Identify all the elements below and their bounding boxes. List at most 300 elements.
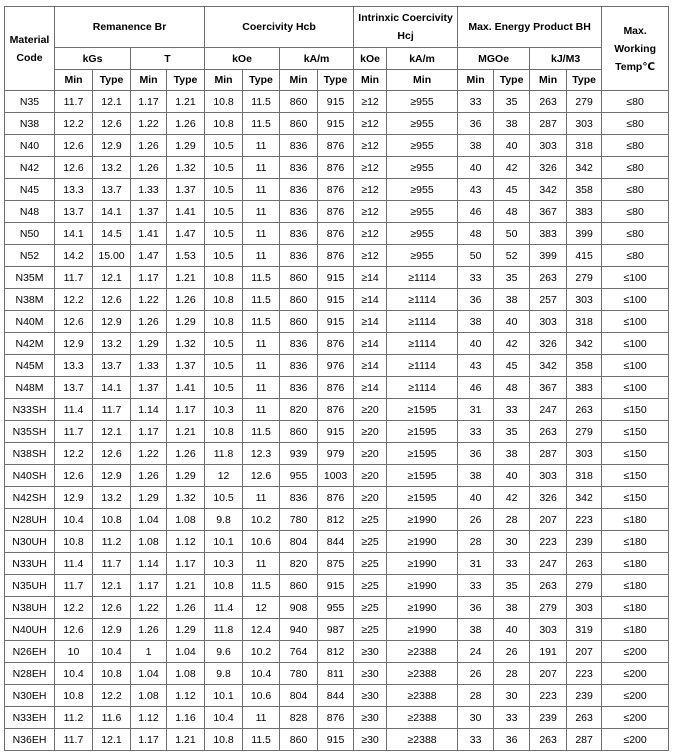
table-cell: ≥25 [354, 619, 387, 641]
table-cell: 9.8 [205, 663, 243, 685]
table-cell: ≤100 [602, 355, 669, 377]
table-cell: 1.08 [167, 663, 205, 685]
table-cell: 10.5 [205, 377, 243, 399]
table-cell: 13.7 [55, 201, 93, 223]
table-cell: 1.21 [167, 575, 205, 597]
table-cell: 14.2 [55, 245, 93, 267]
table-cell: 836 [280, 157, 318, 179]
table-cell: 11.7 [55, 267, 93, 289]
table-cell: ≥25 [354, 509, 387, 531]
table-cell: 31 [458, 553, 494, 575]
table-cell: ≤100 [602, 377, 669, 399]
table-cell: 11.2 [55, 707, 93, 729]
table-cell: 12.1 [93, 421, 131, 443]
table-cell: 263 [530, 575, 567, 597]
magnet-grade-table [4, 6, 669, 751]
table-cell: ≥14 [354, 355, 387, 377]
table-cell: 875 [318, 553, 354, 575]
table-cell: 12.1 [93, 267, 131, 289]
table-cell: 10.8 [93, 509, 131, 531]
table-cell: 836 [280, 487, 318, 509]
table-cell: ≥12 [354, 223, 387, 245]
table-cell: 303 [530, 465, 567, 487]
table-cell: 780 [280, 509, 318, 531]
material-code-cell: N45 [5, 179, 55, 201]
sub-header: Min [458, 70, 494, 91]
table-row [5, 553, 669, 575]
table-cell: 11 [243, 245, 280, 267]
table-cell: 915 [318, 289, 354, 311]
table-cell: ≤180 [602, 597, 669, 619]
table-cell: 11 [243, 157, 280, 179]
table-cell: 26 [494, 641, 530, 663]
table-cell: 42 [494, 157, 530, 179]
table-cell: 40 [458, 333, 494, 355]
material-code-cell: N35SH [5, 421, 55, 443]
table-cell: 860 [280, 113, 318, 135]
table-cell: 915 [318, 91, 354, 113]
table-cell: 11 [243, 201, 280, 223]
table-cell: 1.04 [131, 663, 167, 685]
table-cell: 43 [458, 179, 494, 201]
table-cell: 10.1 [205, 531, 243, 553]
table-cell: 33 [458, 575, 494, 597]
table-row [5, 707, 669, 729]
table-cell: ≥14 [354, 333, 387, 355]
table-cell: 955 [280, 465, 318, 487]
table-cell: 1.12 [167, 531, 205, 553]
table-row [5, 663, 669, 685]
table-cell: 12.9 [93, 619, 131, 641]
table-cell: 279 [567, 91, 602, 113]
sub-header: Type [167, 70, 205, 91]
table-cell: 11.6 [93, 707, 131, 729]
table-cell: ≥12 [354, 245, 387, 267]
table-cell: 1.04 [131, 509, 167, 531]
table-cell: ≥25 [354, 575, 387, 597]
material-code-cell: N45M [5, 355, 55, 377]
material-code-cell: N26EH [5, 641, 55, 663]
table-cell: 10 [55, 641, 93, 663]
table-cell: 36 [458, 289, 494, 311]
table-cell: 915 [318, 575, 354, 597]
table-row [5, 113, 669, 135]
table-cell: 11.7 [55, 729, 93, 751]
table-cell: 12.2 [93, 685, 131, 707]
table-cell: 263 [530, 91, 567, 113]
table-cell: ≥1595 [387, 487, 458, 509]
table-cell: 38 [458, 311, 494, 333]
table-cell: 279 [567, 575, 602, 597]
table-cell: ≥2388 [387, 641, 458, 663]
table-cell: 12.6 [55, 619, 93, 641]
material-code-header: Material Code [5, 7, 55, 91]
table-cell: 415 [567, 245, 602, 267]
table-cell: 1.17 [131, 575, 167, 597]
table-cell: 287 [530, 113, 567, 135]
table-cell: 1.17 [131, 729, 167, 751]
table-cell: ≤80 [602, 201, 669, 223]
material-code-cell: N33UH [5, 553, 55, 575]
table-cell: 876 [318, 707, 354, 729]
material-code-cell: N48 [5, 201, 55, 223]
table-cell: 12.9 [55, 333, 93, 355]
table-cell: 1.33 [131, 355, 167, 377]
table-cell: 10.8 [205, 113, 243, 135]
table-cell: 12.6 [243, 465, 280, 487]
table-cell: 1.21 [167, 91, 205, 113]
table-cell: 358 [567, 179, 602, 201]
table-cell: 12.6 [93, 113, 131, 135]
material-code-cell: N36EH [5, 729, 55, 751]
table-cell: 812 [318, 509, 354, 531]
table-cell: 26 [458, 509, 494, 531]
table-cell: 987 [318, 619, 354, 641]
table-cell: 11 [243, 553, 280, 575]
table-cell: ≥20 [354, 421, 387, 443]
table-body [5, 91, 669, 751]
table-cell: 836 [280, 245, 318, 267]
table-cell: ≥1990 [387, 575, 458, 597]
table-cell: ≥2388 [387, 663, 458, 685]
table-cell: 940 [280, 619, 318, 641]
table-row [5, 619, 669, 641]
table-cell: 24 [458, 641, 494, 663]
table-cell: 26 [458, 663, 494, 685]
table-cell: 279 [567, 421, 602, 443]
table-cell: 33 [458, 267, 494, 289]
table-cell: 1.41 [167, 201, 205, 223]
table-cell: 13.7 [93, 355, 131, 377]
unit-header: T [131, 48, 205, 70]
table-cell: 10.2 [243, 509, 280, 531]
material-code-cell: N28UH [5, 509, 55, 531]
table-cell: 12.6 [55, 157, 93, 179]
table-cell: 10.5 [205, 223, 243, 245]
sub-header: Min [530, 70, 567, 91]
table-cell: 40 [458, 487, 494, 509]
table-cell: 12.6 [55, 135, 93, 157]
table-cell: 191 [530, 641, 567, 663]
table-cell: 11 [243, 377, 280, 399]
table-cell: 860 [280, 289, 318, 311]
material-code-cell: N38 [5, 113, 55, 135]
table-cell: 10.5 [205, 487, 243, 509]
table-cell: 33 [458, 421, 494, 443]
magnet-grade-table-container [4, 6, 669, 751]
table-cell: 31 [458, 399, 494, 421]
table-cell: 1.33 [131, 179, 167, 201]
table-row [5, 443, 669, 465]
table-cell: 207 [530, 509, 567, 531]
table-cell: 9.6 [205, 641, 243, 663]
table-cell: 976 [318, 355, 354, 377]
table-cell: 50 [494, 223, 530, 245]
table-cell: ≥1114 [387, 311, 458, 333]
table-cell: 318 [567, 465, 602, 487]
material-code-cell: N48M [5, 377, 55, 399]
table-cell: 1.37 [167, 179, 205, 201]
table-cell: 11.8 [205, 619, 243, 641]
table-row [5, 289, 669, 311]
table-cell: 303 [567, 597, 602, 619]
unit-header: kA/m [387, 48, 458, 70]
table-cell: ≥2388 [387, 707, 458, 729]
table-cell: 12.6 [55, 465, 93, 487]
table-cell: 828 [280, 707, 318, 729]
table-cell: ≥1990 [387, 509, 458, 531]
table-cell: 40 [494, 619, 530, 641]
table-cell: ≤150 [602, 399, 669, 421]
table-cell: 860 [280, 421, 318, 443]
table-cell: 40 [494, 135, 530, 157]
table-cell: 860 [280, 729, 318, 751]
material-code-cell: N38UH [5, 597, 55, 619]
table-cell: 38 [458, 135, 494, 157]
table-cell: 11.8 [205, 443, 243, 465]
unit-header: kJ/M3 [530, 48, 602, 70]
table-cell: ≤180 [602, 509, 669, 531]
table-cell: 40 [458, 157, 494, 179]
table-row [5, 531, 669, 553]
sub-header: Min [55, 70, 93, 91]
table-cell: 12.2 [55, 289, 93, 311]
table-cell: 11 [243, 355, 280, 377]
table-cell: 1.26 [131, 135, 167, 157]
table-cell: 1.17 [131, 421, 167, 443]
table-cell: 318 [567, 311, 602, 333]
table-cell: ≤200 [602, 707, 669, 729]
table-cell: 318 [567, 135, 602, 157]
table-cell: 780 [280, 663, 318, 685]
table-cell: 326 [530, 157, 567, 179]
table-cell: 1.22 [131, 597, 167, 619]
table-cell: 30 [494, 685, 530, 707]
table-cell: ≥1114 [387, 289, 458, 311]
material-code-cell: N40SH [5, 465, 55, 487]
table-cell: 876 [318, 487, 354, 509]
table-cell: 383 [567, 377, 602, 399]
table-row [5, 179, 669, 201]
table-cell: ≥30 [354, 663, 387, 685]
table-cell: 303 [567, 289, 602, 311]
table-cell: ≤150 [602, 487, 669, 509]
table-cell: 860 [280, 311, 318, 333]
table-cell: 383 [530, 223, 567, 245]
sub-header: Min [280, 70, 318, 91]
table-cell: 11.5 [243, 421, 280, 443]
table-cell: 40 [494, 311, 530, 333]
table-cell: 30 [458, 707, 494, 729]
table-cell: 46 [458, 201, 494, 223]
table-cell: 399 [530, 245, 567, 267]
table-cell: ≤180 [602, 575, 669, 597]
table-cell: 33 [458, 91, 494, 113]
table-cell: ≥1990 [387, 531, 458, 553]
table-row [5, 465, 669, 487]
table-cell: 12.2 [55, 113, 93, 135]
table-cell: ≤180 [602, 531, 669, 553]
table-cell: ≤200 [602, 641, 669, 663]
table-row [5, 575, 669, 597]
table-cell: 836 [280, 223, 318, 245]
table-cell: 10.4 [55, 663, 93, 685]
table-cell: ≥25 [354, 553, 387, 575]
table-cell: 13.3 [55, 179, 93, 201]
table-cell: 1.08 [167, 509, 205, 531]
table-cell: ≥1990 [387, 553, 458, 575]
table-cell: ≤80 [602, 113, 669, 135]
table-cell: 1.29 [131, 333, 167, 355]
table-cell: 13.7 [93, 179, 131, 201]
table-cell: ≤80 [602, 179, 669, 201]
table-cell: 52 [494, 245, 530, 267]
table-cell: 223 [530, 685, 567, 707]
table-cell: ≥2388 [387, 685, 458, 707]
table-cell: 1.22 [131, 113, 167, 135]
table-cell: ≤100 [602, 289, 669, 311]
table-row [5, 685, 669, 707]
table-cell: 1.21 [167, 267, 205, 289]
table-cell: ≥14 [354, 267, 387, 289]
table-row [5, 135, 669, 157]
table-cell: 876 [318, 245, 354, 267]
table-cell: ≤150 [602, 421, 669, 443]
table-cell: ≥955 [387, 201, 458, 223]
table-cell: 12.9 [55, 487, 93, 509]
table-cell: 42 [494, 333, 530, 355]
table-cell: 1.17 [131, 267, 167, 289]
material-code-cell: N38SH [5, 443, 55, 465]
table-cell: 1.04 [167, 641, 205, 663]
table-cell: 10.4 [243, 663, 280, 685]
table-cell: 48 [458, 223, 494, 245]
table-cell: 10.8 [205, 91, 243, 113]
table-cell: 30 [494, 531, 530, 553]
table-cell: 11 [243, 333, 280, 355]
table-cell: 10.8 [205, 289, 243, 311]
table-cell: 263 [530, 421, 567, 443]
table-cell: 28 [458, 531, 494, 553]
table-cell: 12.2 [55, 443, 93, 465]
table-cell: 10.1 [205, 685, 243, 707]
table-cell: 10.8 [55, 531, 93, 553]
table-cell: 263 [530, 729, 567, 751]
table-cell: 860 [280, 267, 318, 289]
table-cell: ≥1595 [387, 443, 458, 465]
table-cell: 11.7 [93, 399, 131, 421]
table-cell: 804 [280, 685, 318, 707]
table-cell: ≥20 [354, 487, 387, 509]
table-cell: 48 [494, 377, 530, 399]
table-cell: 10.5 [205, 157, 243, 179]
table-cell: 35 [494, 421, 530, 443]
table-cell: 303 [567, 113, 602, 135]
table-cell: 28 [494, 509, 530, 531]
table-row [5, 487, 669, 509]
table-cell: ≥2388 [387, 729, 458, 751]
table-cell: 11.5 [243, 91, 280, 113]
max-temp-header: Max. Working Temp℃ [602, 7, 669, 91]
table-cell: 1.41 [131, 223, 167, 245]
table-cell: 11.7 [93, 553, 131, 575]
material-code-cell: N28EH [5, 663, 55, 685]
table-cell: 342 [567, 157, 602, 179]
table-cell: 876 [318, 135, 354, 157]
material-code-cell: N38M [5, 289, 55, 311]
table-cell: ≥30 [354, 641, 387, 663]
table-row [5, 157, 669, 179]
table-cell: 10.5 [205, 179, 243, 201]
table-cell: 1.47 [167, 223, 205, 245]
table-cell: 263 [567, 553, 602, 575]
table-row [5, 641, 669, 663]
table-cell: ≥12 [354, 113, 387, 135]
table-cell: 342 [530, 179, 567, 201]
table-cell: ≤150 [602, 465, 669, 487]
table-cell: 11.4 [55, 553, 93, 575]
sub-header: Min [354, 70, 387, 91]
material-code-cell: N35 [5, 91, 55, 113]
table-cell: 1 [131, 641, 167, 663]
table-cell: 11.5 [243, 267, 280, 289]
table-cell: 1.26 [167, 289, 205, 311]
table-cell: 12.3 [243, 443, 280, 465]
table-cell: 836 [280, 377, 318, 399]
table-cell: 764 [280, 641, 318, 663]
table-cell: 10.5 [205, 355, 243, 377]
table-cell: 223 [567, 663, 602, 685]
table-cell: 326 [530, 333, 567, 355]
table-cell: 38 [494, 597, 530, 619]
table-cell: 12.6 [55, 311, 93, 333]
table-cell: ≤80 [602, 157, 669, 179]
unit-header: kOe [205, 48, 280, 70]
remanence-header: Remanence Br [55, 7, 205, 48]
material-code-cell: N35UH [5, 575, 55, 597]
table-cell: 1.26 [167, 597, 205, 619]
table-cell: ≥25 [354, 531, 387, 553]
table-cell: 1.26 [131, 157, 167, 179]
table-cell: 33 [494, 707, 530, 729]
unit-header: kGs [55, 48, 131, 70]
intrinsic-coercivity-header: Intrinxic Coercivity Hcj [354, 7, 458, 48]
table-cell: 1.32 [167, 333, 205, 355]
table-cell: ≤200 [602, 729, 669, 751]
table-cell: 10.8 [205, 421, 243, 443]
table-row [5, 311, 669, 333]
table-cell: ≥12 [354, 91, 387, 113]
table-cell: 10.6 [243, 531, 280, 553]
table-cell: 13.3 [55, 355, 93, 377]
table-cell: 1.29 [167, 619, 205, 641]
table-cell: 11 [243, 707, 280, 729]
table-cell: 10.4 [205, 707, 243, 729]
material-code-cell: N50 [5, 223, 55, 245]
table-cell: 12.9 [93, 311, 131, 333]
table-cell: ≤150 [602, 443, 669, 465]
table-cell: 1.29 [131, 487, 167, 509]
table-cell: 11.5 [243, 311, 280, 333]
table-cell: 1.53 [167, 245, 205, 267]
table-cell: ≥1114 [387, 355, 458, 377]
table-row [5, 729, 669, 751]
table-cell: 836 [280, 333, 318, 355]
table-cell: 247 [530, 399, 567, 421]
table-cell: ≤80 [602, 135, 669, 157]
sub-header: Type [318, 70, 354, 91]
table-cell: 50 [458, 245, 494, 267]
